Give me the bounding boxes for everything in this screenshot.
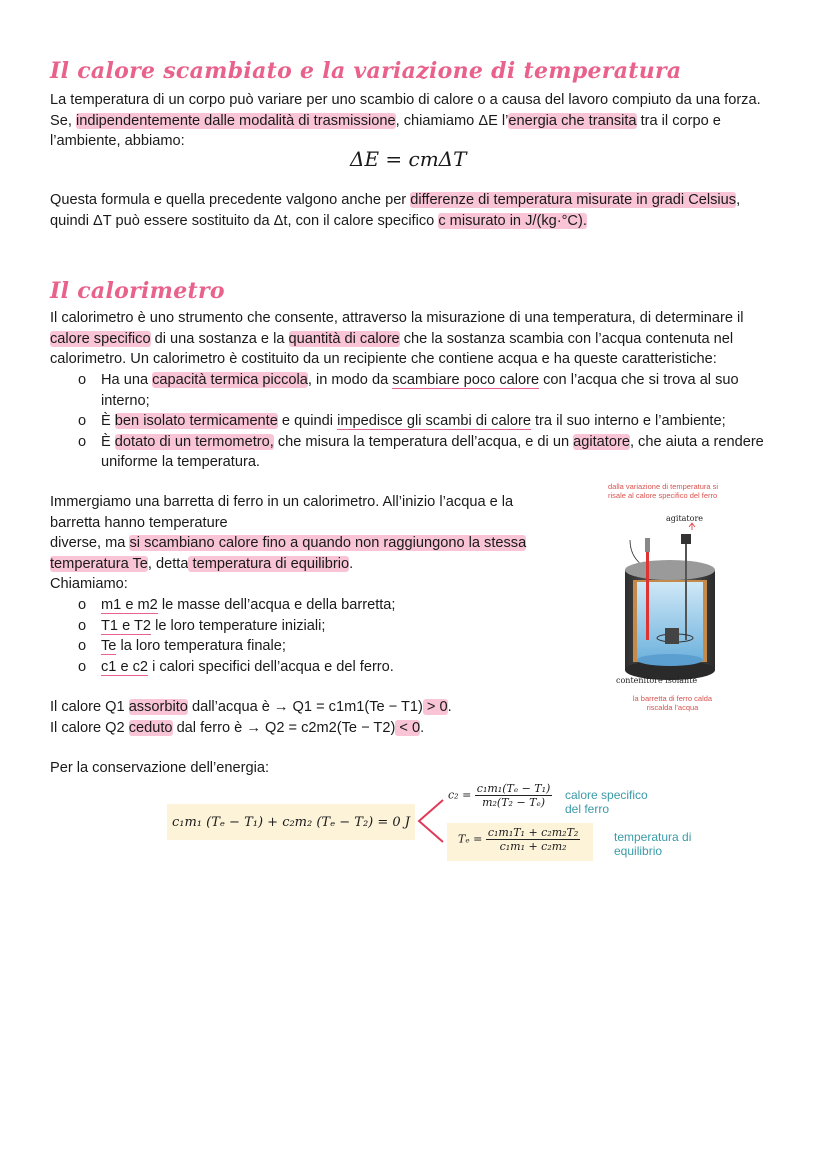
bullet-icon: o [78,658,87,675]
paragraph-esperimento: Immergiamo una barretta di ferro in un calorimetro. All’inizio l’acqua e la barretta hanno temperature diverse, ma si scambiano calore fino a quando non raggiungono la stessa temperatura Te, detta temperatura di equilibrio. Chiamiamo: [50,494,527,593]
bullet-icon: o [78,372,87,388]
chevron-left-icon [415,796,445,846]
highlight: ben isolato termicamente [114,413,278,430]
list-item: o c1 e c2 i calori specifici dell’acqua e del ferro. [78,657,538,678]
formula-te: Tₑ = $\frac{\text{c₁m₁T₁ + c₂m₂T₂}}{\text{c₁m₁ + c₂m₂}}$ [458,826,579,853]
highlight: differenze di temperatura misurate in gradi Celsius [410,192,737,208]
bullet-icon: o [78,597,87,613]
underline: T1 e T2 [101,617,152,634]
variables-list [78,595,538,677]
list-item: o T1 e T2 le loro temperature iniziali; [78,616,538,637]
list-item: o È ben isolato termicamente e quindi impedisce gli scambi di calore tra il suo interno e l’ambiente; [78,411,768,432]
label-barretta: la barretta di ferro calda riscalda l’acqua [632,694,713,712]
highlight: energia che transita [508,112,637,129]
fraction-numerator: c₁m₁(Tₑ − T₁) [476,782,551,795]
label-contenitore: contenitore isolante [616,676,698,685]
highlight: capacità termica piccola [152,372,308,388]
calorimeter-figure [600,480,740,715]
label-temperatura-equilibrio: temperatura di equilibrio [614,830,692,858]
paragraph-calore-q: Il calore Q1 assorbito dall’acqua è → Q1 = c1m1(Te − T1) > 0. Il calore Q2 ceduto dal ferro è → Q2 = c2m2(Te − T2) < 0. [50,699,452,736]
paragraph-celsius: Questa formula e quella precedente valgono anche per differenze di temperatura misurate in gradi Celsius, quindi ΔT può essere sostituito da Δt, con il calore specifico c misurato in J/(kg·°C). [50,192,741,229]
highlight: temperatura Te [50,555,148,572]
bullet-icon: o [78,617,87,634]
highlight: quantità di calore [288,330,400,347]
highlight: c misurato in J/(kg·°C). [438,212,587,229]
bullet-icon: o [78,638,87,655]
fraction-denominator: m₂(T₂ − Tₑ) [482,796,546,809]
underline: c1 e c2 [101,658,149,675]
underline: scambiare poco calore [392,372,540,388]
bullet-icon: o [78,433,87,450]
fraction-numerator: c₁m₁T₁ + c₂m₂T₂ [487,826,579,839]
formula-c2: c₂ = $\frac{\text{c₁m₁(Tₑ − T₁)}}{\text{m₂(T₂ − Tₑ)}}$ [448,782,551,809]
highlight: > 0 [422,699,448,715]
list-item: o Te la loro temperatura finale; [78,636,538,657]
calorimeter-illustration [600,520,740,690]
list-item: o Ha una capacità termica piccola, in modo da scambiare poco calore con l’acqua che si trova al suo interno; [78,372,739,409]
equation-conservation: c₁m₁ (Tₑ − T₁) + c₂m₂ (Tₑ − T₂) = 0 J [167,804,415,840]
feature-list [78,370,768,473]
highlight: calore specifico [50,330,151,347]
label-calore-specifico: calore specifico del ferro [565,788,648,816]
formula-delta-e: ΔE = cmΔT [350,147,467,171]
highlight: assorbito [128,699,188,715]
label-variazione: dalla variazione di temperatura si risale al calore specifico del ferro [608,482,719,500]
label-agitatore: agitatore [666,514,704,523]
list-item: o È dotato di un termometro, che misura la temperatura dell’acqua, e di un agitatore, che aiuta a rendere uniforme la temperatura. [78,433,764,471]
list-item: o m1 e m2 le masse dell’acqua e della barretta; [78,595,538,616]
paragraph-conservazione: Per la conservazione dell’energia: [50,760,270,776]
highlight: indipendentemente dalle modalità di trasmissione [75,112,396,129]
highlight: < 0 [395,719,421,736]
underline: Te [101,638,117,655]
section-title-calorimetro: Il calorimetro [50,278,225,304]
fraction-denominator: c₁m₁ + c₂m₂ [499,840,567,853]
highlight: si scambiano calore fino a quando non raggiungono la stessa [129,535,527,552]
highlight: ceduto [128,719,173,736]
underline: impedisce gli scambi di calore [337,413,531,430]
highlight: dotato di un termometro, [114,433,274,450]
paragraph-calorimetro: Il calorimetro è uno strumento che consente, attraverso la misurazione di una temperatura, di determinare il calore specifico di una sostanza e la quantità di calore che la sostanza scambia con l’acqua contenuta nel calorimetro. Un calorimetro è costituito da un recipiente che contiene acqua e ha queste caratteristiche: [50,310,744,368]
highlight: agitatore [573,433,630,450]
highlight: temperatura di equilibrio [188,555,350,572]
paragraph-energia: La temperatura di un corpo può variare per uno scambio di calore o a causa del lavoro compiuto da una forza. Se, indipendentemente dalle modalità di trasmissione, chiamiamo ΔE l’energia che transita tra il corpo e l’ambiente, abbiamo: [50,92,761,150]
section-title-calore: Il calore scambiato e la variazione di temperatura [50,58,682,84]
underline: m1 e m2 [101,597,158,613]
bullet-icon: o [78,413,87,430]
